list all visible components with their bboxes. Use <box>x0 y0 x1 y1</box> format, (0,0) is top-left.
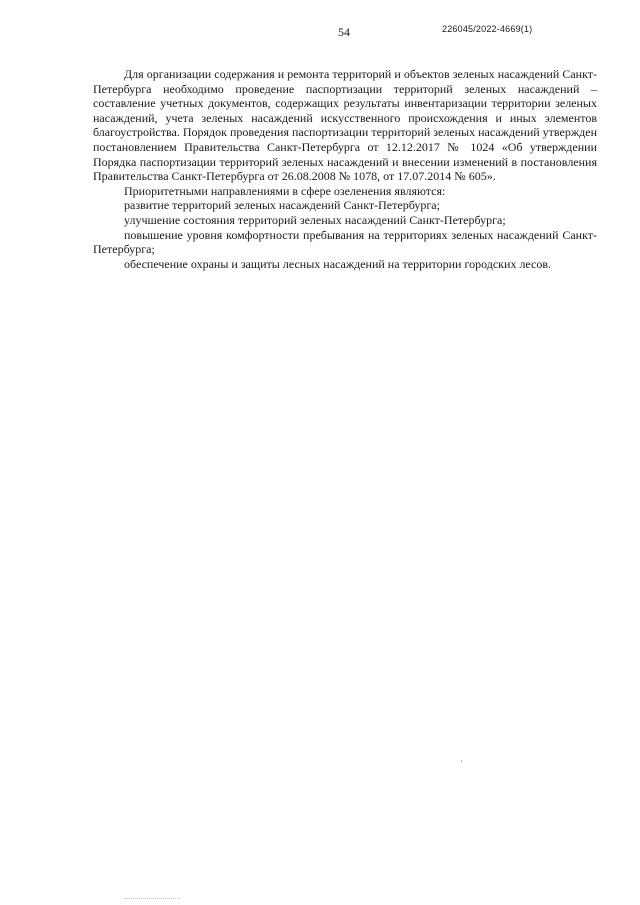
list-item: повышение уровня комфортности пребывания на территориях зеленых насаждений Санкт-Петербурга; <box>93 227 597 257</box>
scan-artifact <box>461 760 462 762</box>
paragraph-priorities-intro: Приоритетными направлениями в сфере озеленения являются: <box>124 183 446 198</box>
list-item: обеспечение охраны и защиты лесных насаждений на территории городских лесов. <box>124 256 552 271</box>
list-item: улучшение состояния территорий зеленых насаждений Санкт-Петербурга; <box>124 212 506 227</box>
document-code: 226045/2022-4669(1) <box>442 24 533 34</box>
paragraph-passportization: Для организации содержания и ремонта территорий и объектов зеленых насаждений Санкт-Петербурга необходимо проведение паспортизации территорий зеленых насаждений – составление учетных документов, содержащих результаты инвентаризации территории зеленых насаждений, учета зеленых насаждений искусственного происхождения и иных элементов благоустройства. Порядок проведения паспортизации территорий зеленых насаждений утвержден постановлением Правительства Санкт-Петербурга от 12.12.2017 № 1024 «Об утверждении Порядка паспортизации территорий зеленых насаждений и внесении изменений в постановления Правительства Санкт-Петербурга от 26.08.2008 № 1078, от 17.07.2014 № 605». <box>93 67 597 184</box>
list-item: развитие территорий зеленых насаждений Санкт-Петербурга; <box>124 198 440 213</box>
scan-artifact <box>124 898 180 900</box>
body-text <box>93 67 597 271</box>
page-number: 54 <box>338 25 350 39</box>
